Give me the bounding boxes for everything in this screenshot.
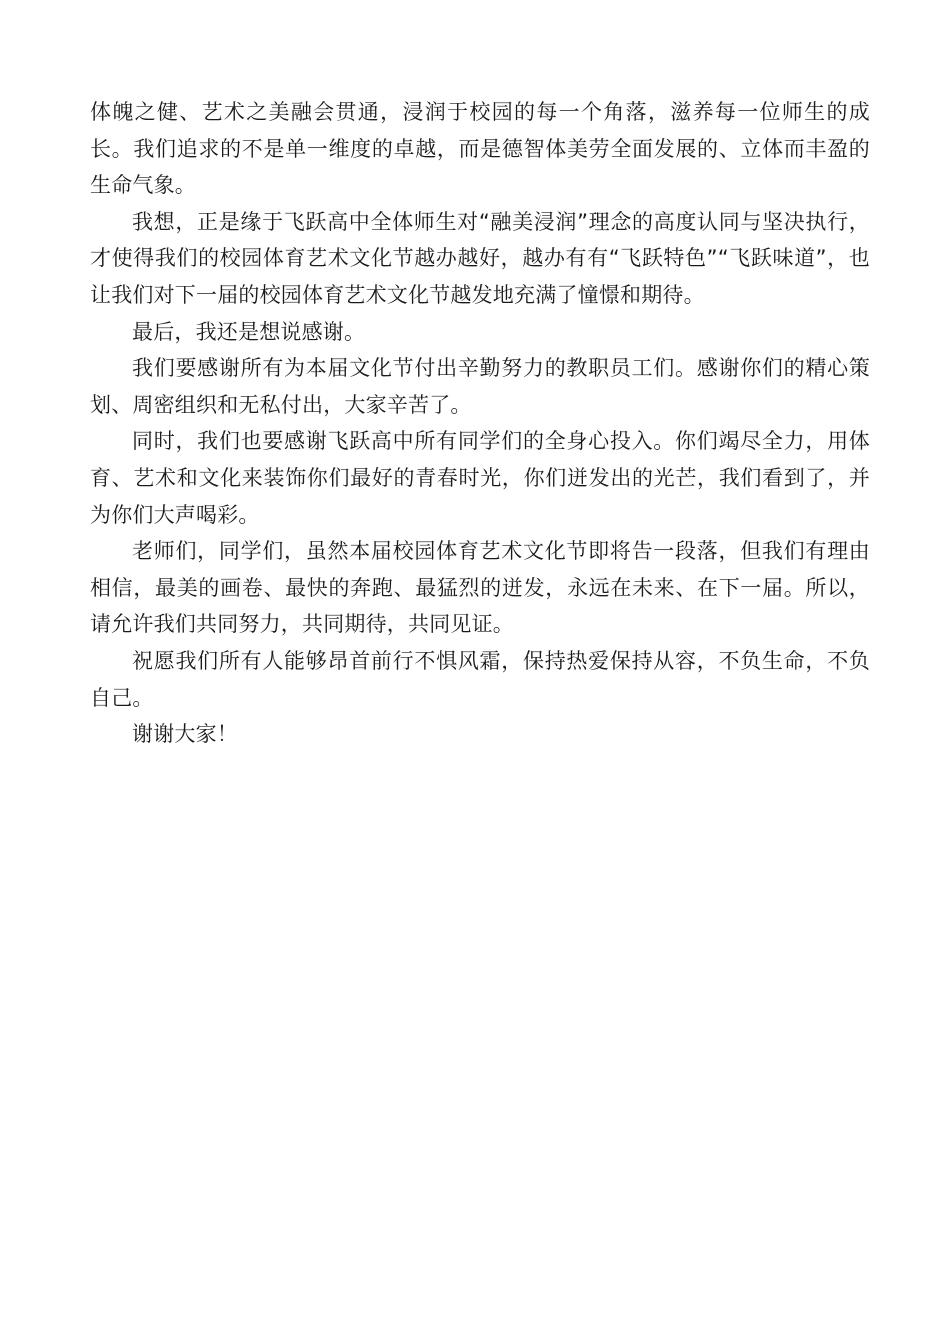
paragraph-continuation: 体魄之健、艺术之美融会贯通，浸润于校园的每一个角落，滋养每一位师生的成长。我们追求的不是单一维度的卓越，而是德智体美劳全面发展的、立体而丰盈的生命气象。 bbox=[90, 100, 870, 198]
paragraph-future: 老师们，同学们，虽然本届校园体育艺术文化节即将告一段落，但我们有理由相信，最美的画卷、最快的奔跑、最猛烈的迸发，永远在未来、在下一届。所以，请允许我们共同努力，共同期待，共同见证。 bbox=[90, 539, 870, 637]
paragraph-thanks-students: 同时，我们也要感谢飞跃高中所有同学们的全身心投入。你们竭尽全力，用体育、艺术和文化来装饰你们最好的青春时光，你们迸发出的光芒，我们看到了，并为你们大声喝彩。 bbox=[90, 429, 870, 527]
paragraph-thanks-intro: 最后，我还是想说感谢。 bbox=[132, 319, 366, 344]
paragraph-closing: 谢谢大家！ bbox=[132, 722, 238, 747]
paragraph-thanks-staff: 我们要感谢所有为本届文化节付出辛勤努力的教职员工们。感谢你们的精心策划、周密组织和无私付出，大家辛苦了。 bbox=[90, 356, 870, 417]
document-body bbox=[90, 94, 870, 753]
paragraph-festival-recognition: 我想，正是缘于飞跃高中全体师生对“融美浸润”理念的高度认同与坚决执行，才使得我们的校园体育艺术文化节越办越好，越办有有“飞跃特色”“飞跃味道”，也让我们对下一届的校园体育艺术文化节越发地充满了憧憬和期待。 bbox=[90, 209, 870, 307]
paragraph-wishes: 祝愿我们所有人能够昂首前行不惧风霜，保持热爱保持从容，不负生命，不负自己。 bbox=[90, 648, 870, 710]
